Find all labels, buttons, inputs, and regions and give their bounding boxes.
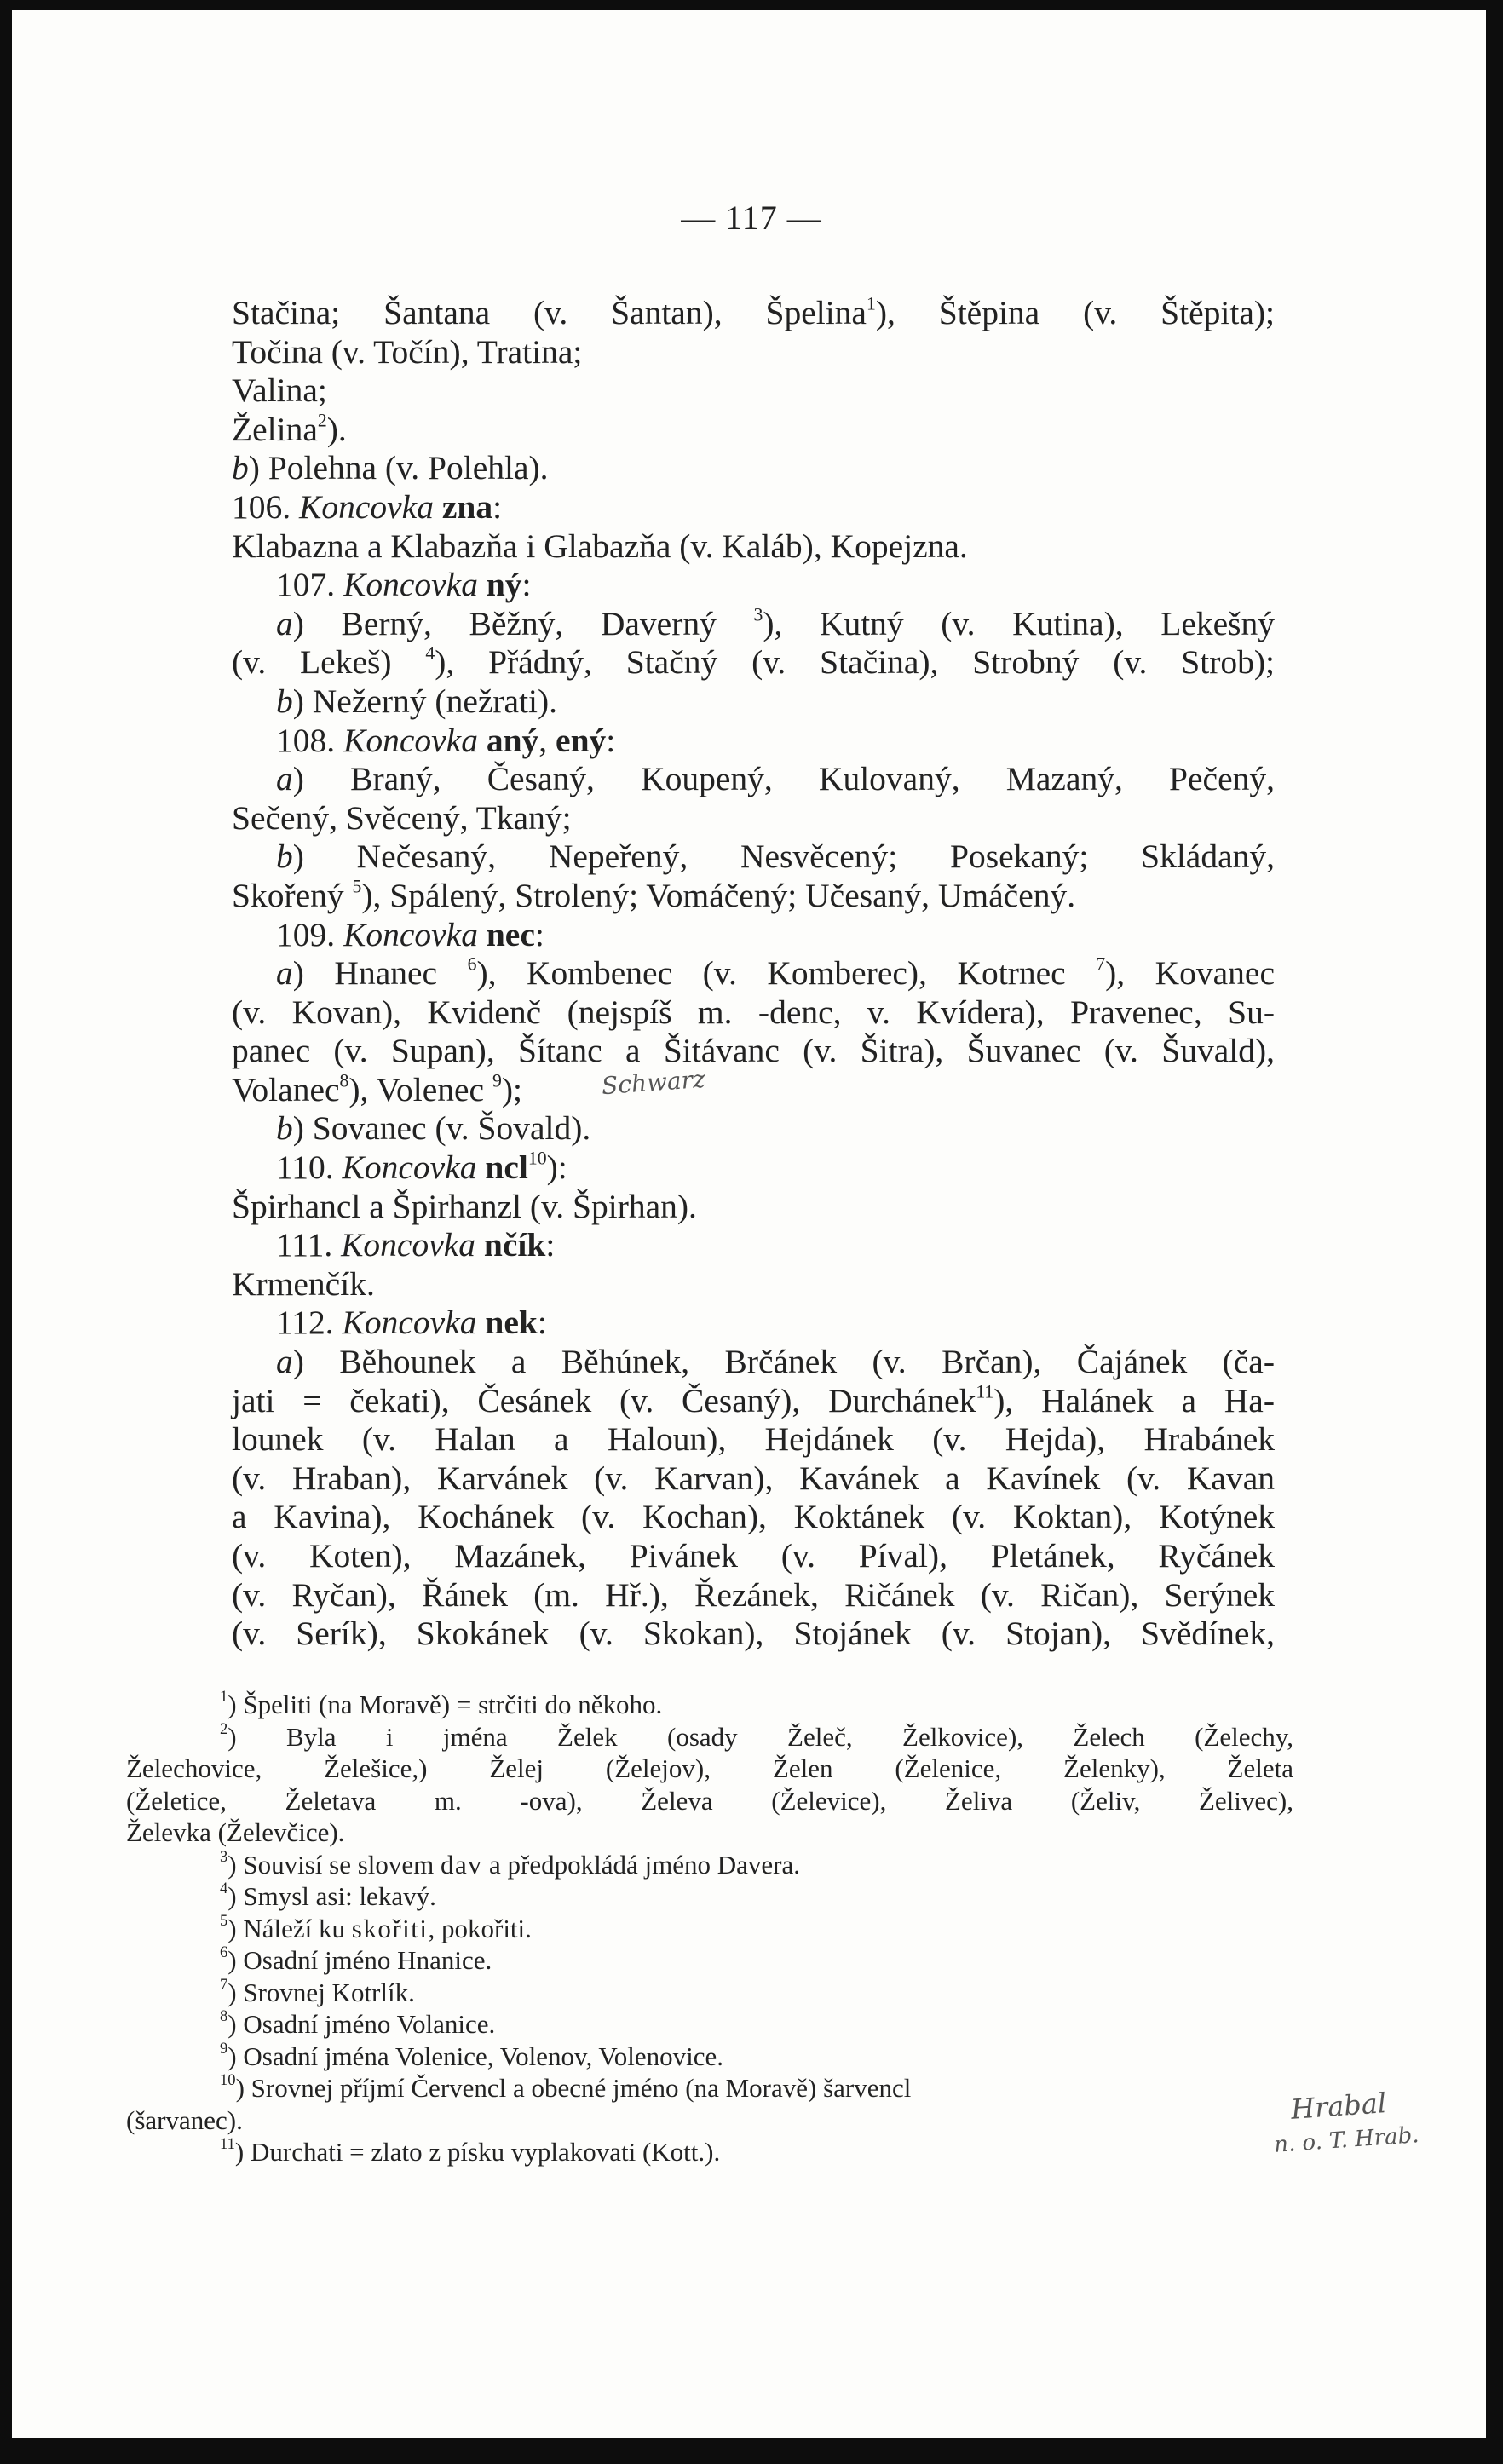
text-line: b) Polehna (v. Polehla). (232, 449, 549, 487)
footnote-line: $^4$) Smysl asi: lekavý. (220, 1880, 436, 1911)
text-line: panec (v. Supan), Šítanc a Šitávanc (v. Šitra), Šuvanec (v. Šuvald), (232, 1032, 1275, 1070)
text-line: Točina (v. Točín), Tratina; (232, 332, 583, 371)
footnote-line: $^5$) Náleží ku skořiti, pokořiti. (220, 1911, 532, 1943)
text-line: b) Nečesaný, Nepeřený, Nesvěcený; Posekaný; Skládaný, (276, 838, 1275, 876)
handwritten-note: Hrabal (1289, 2087, 1388, 2126)
footnote-line: $^{11}$) Durchati = zlato z písku vyplakovati (Kott.). (220, 2135, 721, 2167)
footnote-line: Želevka (Želevčice). (126, 1817, 345, 1847)
text-line: Stačina; Šantana (v. Šantan), Špelina$^1$), Štěpina (v. Štěpita); (232, 293, 1275, 331)
text-line: a) Berný, Běžný, Daverný $^3$), Kutný (v. Kutina), Lekešný (276, 604, 1276, 642)
text-line: (v. Serík), Skokánek (v. Skokan), Stojánek (v. Stojan), Svědínek, (232, 1615, 1275, 1653)
text-line: 106. Koncovka zna: (232, 487, 503, 526)
text-line: jati = čekati), Česánek (v. Česaný), Durchánek$^{11}$), Halánek a Ha- (232, 1381, 1275, 1419)
text-line: a) Braný, Česaný, Koupený, Kulovaný, Mazaný, Pečený, (276, 760, 1275, 798)
text-line: b) Nežerný (nežrati). (276, 682, 558, 720)
page-number: — 117 — (681, 199, 822, 237)
footnote-line: (šarvanec). (126, 2104, 243, 2135)
handwritten-note: Schwarz (600, 1064, 706, 1101)
text-line: lounek (v. Halan a Haloun), Hejdánek (v. Hejda), Hrabánek (232, 1420, 1275, 1459)
text-line: 109. Koncovka nec: (276, 915, 544, 953)
footnotes (126, 1689, 1293, 2168)
footnote-line: $^8$) Osadní jméno Volanice. (220, 2007, 496, 2039)
text-line: 108. Koncovka aný, ený: (276, 721, 616, 759)
footnote-line: $^3$) Souvisí se slovem dav a předpokládá jméno Davera. (220, 1847, 800, 1880)
text-line: (v. Ryčan), Řánek (m. Hř.), Řezánek, Ričánek (v. Ričan), Serýnek (232, 1575, 1275, 1614)
text-line: 111. Koncovka nčík: (276, 1226, 556, 1264)
text-line: a Kavina), Kochánek (v. Kochan), Koktánek (v. Koktan), Kotýnek (232, 1498, 1275, 1536)
text-line: (v. Kovan), Kvidenč (nejspíš m. -denc, v. Kvídera), Pravenec, Su- (232, 993, 1275, 1031)
footnote-line: Želechovice, Želešice,) Želej (Želejov), Želen (Želenice, Želenky), Želeta (126, 1753, 1293, 1783)
main-text (232, 294, 1275, 1654)
text-line: a) Hnanec $^6$), Kombenec (v. Komberec), Kotrnec $^7$), Kovanec (276, 953, 1275, 993)
footnote-line: $^2$) Byla i jména Želek (osady Želeč, Želkovice), Želech (Želechy, (220, 1719, 1293, 1752)
text-line: Valina; (232, 371, 327, 410)
footnote-line: $^9$) Osadní jména Volenice, Volenov, Volenovice. (220, 2039, 724, 2071)
footnote-line: $^6$) Osadní jméno Hnanice. (220, 1943, 492, 1975)
text-line: Klabazna a Klabazňa i Glabazňa (v. Kaláb), Kopejzna. (232, 527, 968, 565)
footnote-line: $^1$) Špeliti (na Moravě) = strčiti do někoho. (220, 1688, 663, 1719)
text-line: 107. Koncovka ný: (276, 566, 532, 604)
text-line: Krmenčík. (232, 1264, 375, 1303)
footnote-line: $^{10}$) Srovnej příjmí Červencl a obecné jméno (na Moravě) šarvencl (220, 2071, 912, 2103)
text-line: Sečený, Svěcený, Tkaný; (232, 798, 572, 837)
text-line: (v. Lekeš) $^4$), Přádný, Stačný (v. Stačina), Strobný (v. Strob); (232, 643, 1275, 682)
text-line: Volanec$^8$), Volenec $^9$); (232, 1070, 522, 1108)
text-line: Želina$^2$). (232, 410, 347, 448)
text-line: Skořený $^5$), Spálený, Strolený; Vomáčený; Učesaný, Umáčený. (232, 876, 1076, 914)
handwritten-note: n. o. T. Hrab. (1273, 2122, 1420, 2158)
text-line: (v. Hraban), Karvánek (v. Karvan), Kavánek a Kavínek (v. Kavan (232, 1459, 1275, 1497)
footnote-line: (Želetice, Želetava m. -ova), Želeva (Želevice), Želiva (Želiv, Želivec), (126, 1785, 1293, 1816)
text-line: 110. Koncovka ncl$^{10}$): (276, 1148, 567, 1187)
text-line: 112. Koncovka nek: (276, 1304, 547, 1342)
footnote-line: $^7$) Srovnej Kotrlík. (220, 1975, 415, 2007)
text-line: Špirhancl a Špirhanzl (v. Špirhan). (232, 1187, 697, 1225)
text-line: b) Sovanec (v. Šovald). (276, 1109, 591, 1148)
text-line: a) Běhounek a Běhúnek, Brčánek (v. Brčan), Čajánek (ča- (276, 1343, 1275, 1381)
text-line: (v. Koten), Mazánek, Pivánek (v. Píval), Pletánek, Ryčánek (232, 1537, 1275, 1575)
